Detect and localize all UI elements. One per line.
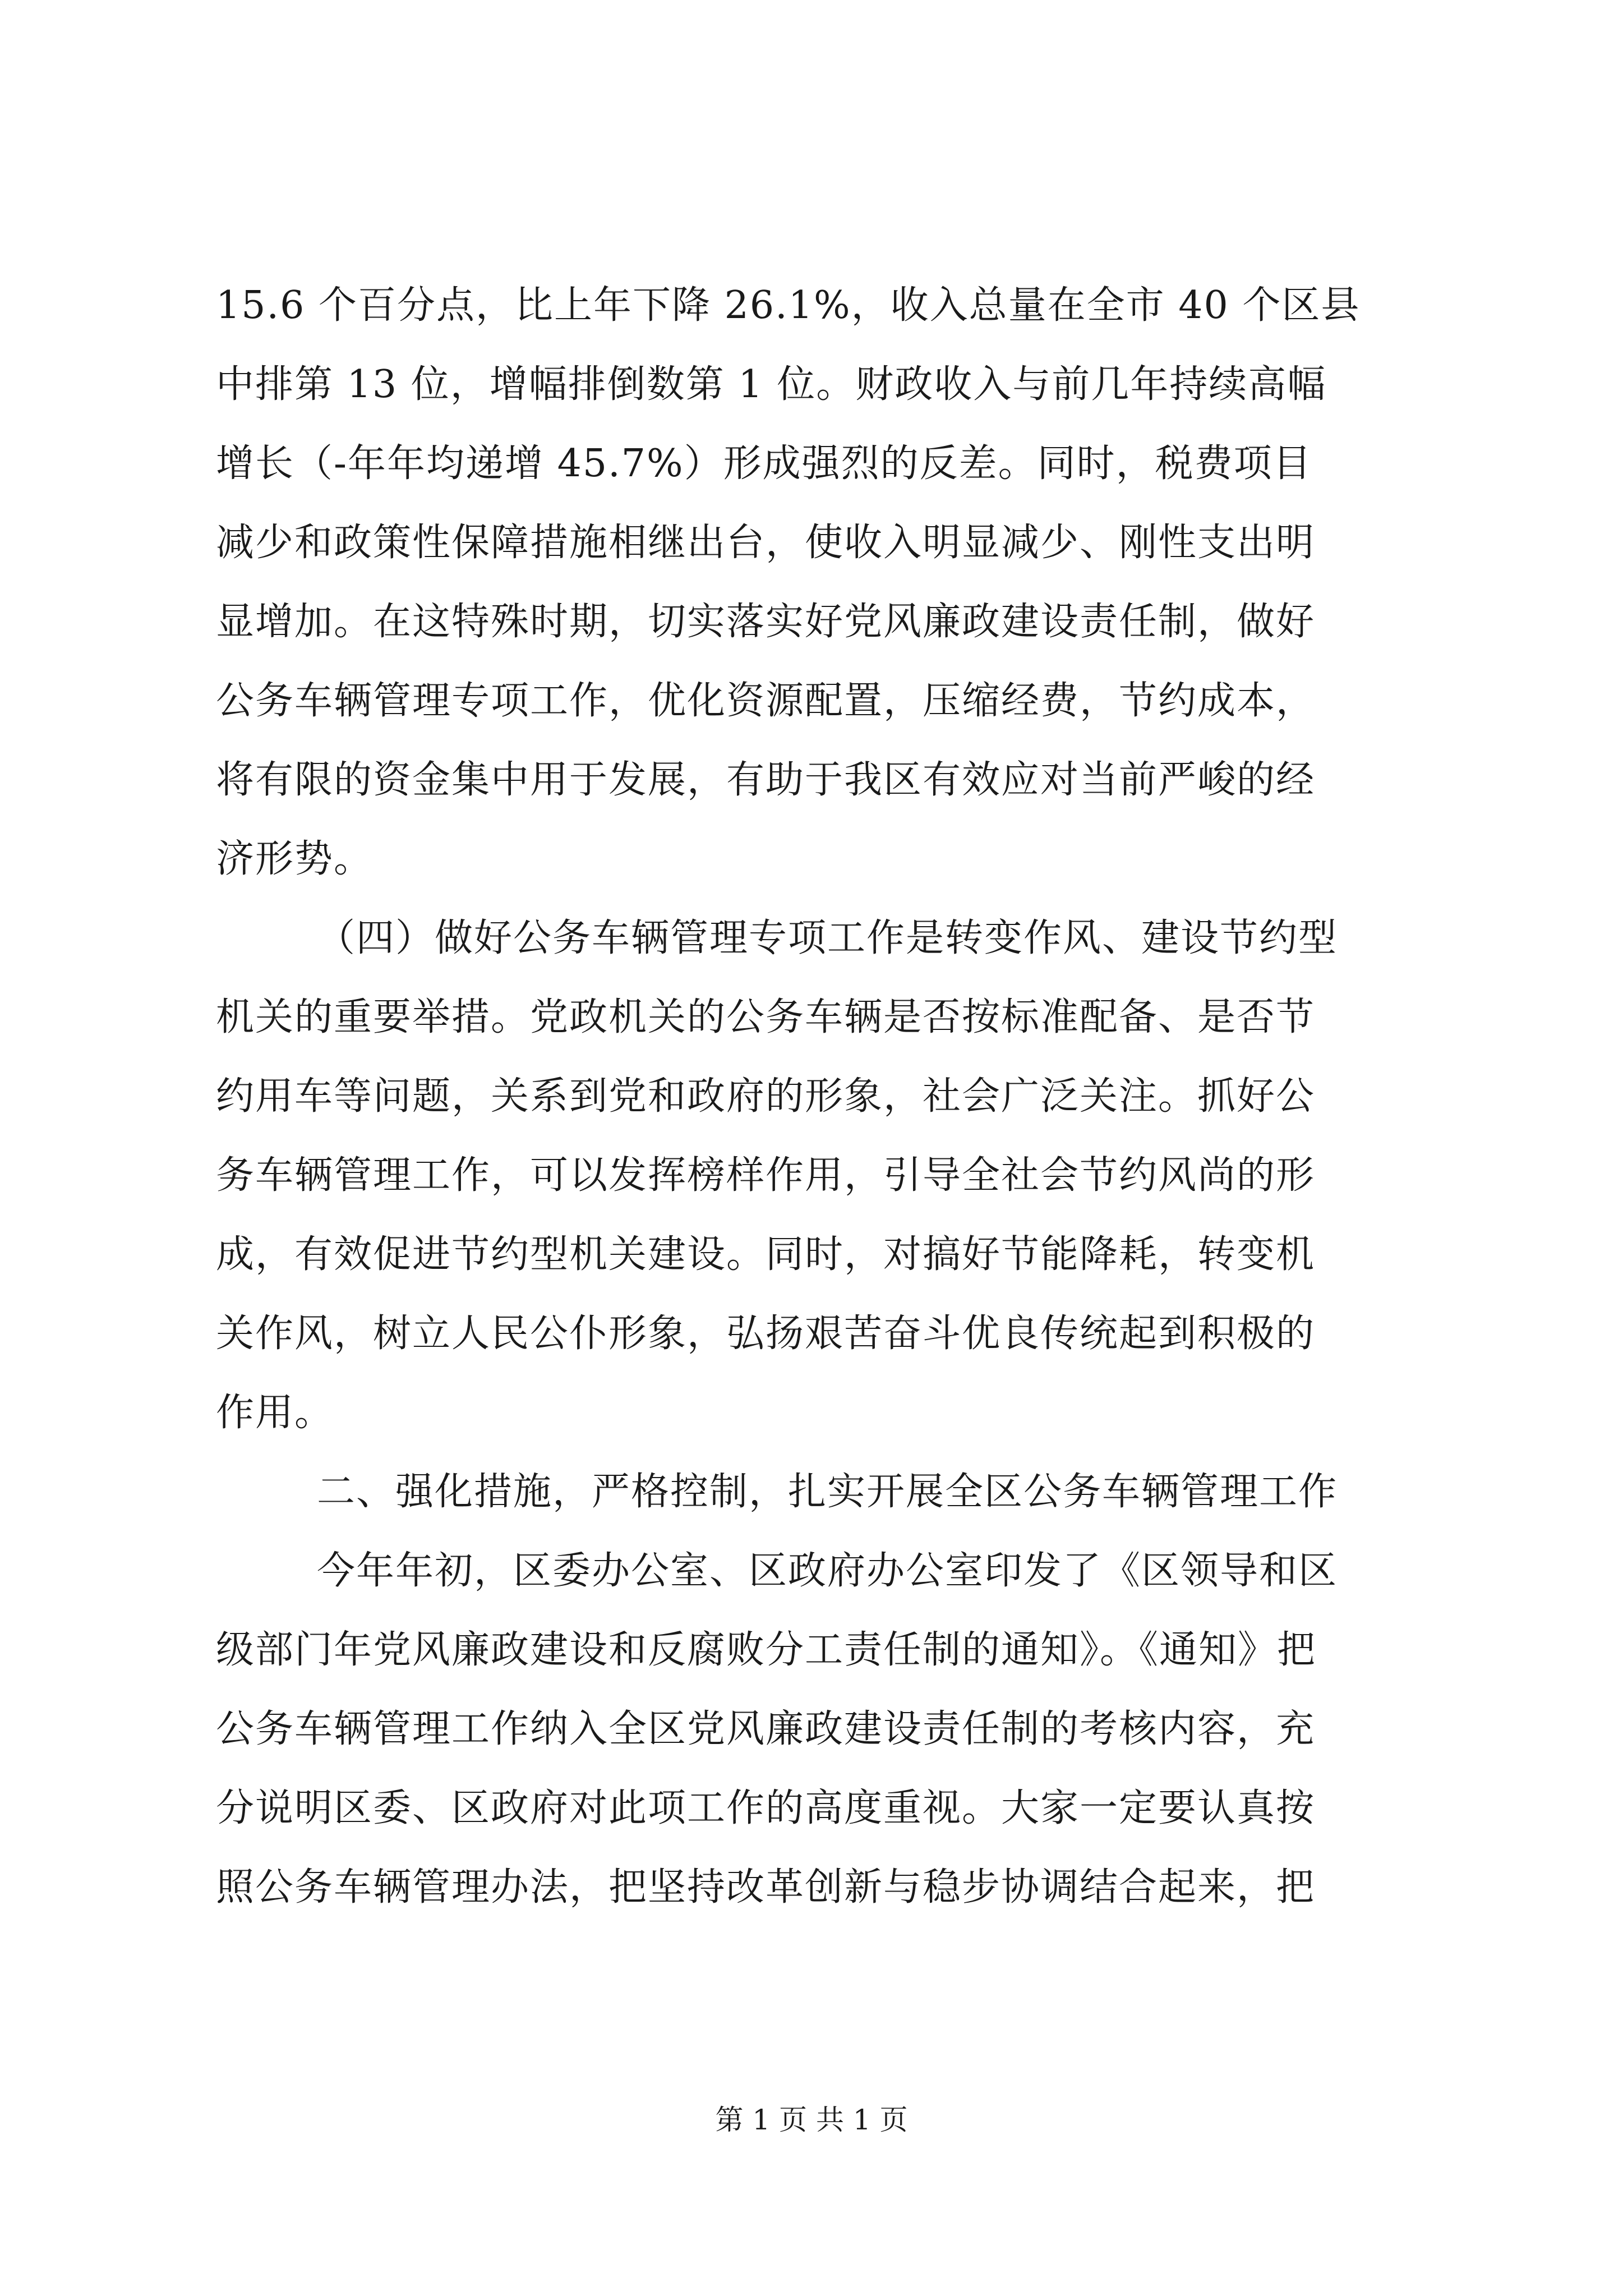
paragraph-4-line-1: 今年年初，区委办公室、区政府办公室印发了《区领导和区 — [317, 1549, 1338, 1593]
paragraph-1-line-2: 中排第 13 位，增幅排倒数第 1 位。财政收入与前几年持续高幅 — [216, 362, 1327, 407]
page-number-footer: 第 1 页 共 1 页 — [715, 2104, 908, 2136]
paragraph-4-line-5: 照公务车辆管理办法，把坚持改革创新与稳步协调结合起来，把 — [216, 1865, 1316, 1910]
paragraph-1-line-7: 将有限的资金集中用于发展，有助于我区有效应对当前严峻的经 — [216, 758, 1316, 802]
paragraph-2-line-5: 成，有效促进节约型机关建设。同时，对搞好节能降耗，转变机 — [216, 1232, 1316, 1277]
paragraph-1-line-1: 15.6 个百分点，比上年下降 26.1%，收入总量在全市 40 个区县 — [216, 283, 1361, 328]
paragraph-2-line-7: 作用。 — [216, 1391, 334, 1435]
paragraph-1-line-4: 减少和政策性保障措施相继出台，使收入明显减少、刚性支出明 — [216, 521, 1316, 565]
paragraph-2-line-2: 机关的重要举措。党政机关的公务车辆是否按标准配备、是否节 — [216, 995, 1316, 1039]
paragraph-1-line-5: 显增加。在这特殊时期，切实落实好党风廉政建设责任制，做好 — [216, 600, 1316, 644]
paragraph-1-line-3: 增长（-年年均递增 45.7%）形成强烈的反差。同时，税费项目 — [216, 441, 1312, 486]
paragraph-4-line-3: 公务车辆管理工作纳入全区党风廉政建设责任制的考核内容，充 — [216, 1707, 1316, 1751]
paragraph-1-line-6: 公务车辆管理专项工作，优化资源配置，压缩经费，节约成本， — [216, 679, 1316, 723]
paragraph-2-line-4: 务车辆管理工作，可以发挥榜样作用，引导全社会节约风尚的形 — [216, 1153, 1316, 1198]
paragraph-2-line-3: 约用车等问题，关系到党和政府的形象，社会广泛关注。抓好公 — [216, 1074, 1316, 1119]
section-heading: 二、强化措施，严格控制，扎实开展全区公务车辆管理工作 — [317, 1470, 1338, 1514]
paragraph-1-line-8: 济形势。 — [216, 837, 374, 881]
paragraph-2-line-6: 关作风，树立人民公仆形象，弘扬艰苦奋斗优良传统起到积极的 — [216, 1312, 1316, 1356]
paragraph-4-line-2: 级部门年党风廉政建设和反腐败分工责任制的通知》。《通知》把 — [216, 1628, 1317, 1672]
paragraph-2-line-1: （四）做好公务车辆管理专项工作是转变作风、建设节约型 — [317, 916, 1338, 960]
paragraph-4-line-4: 分说明区委、区政府对此项工作的高度重视。大家一定要认真按 — [216, 1786, 1316, 1830]
